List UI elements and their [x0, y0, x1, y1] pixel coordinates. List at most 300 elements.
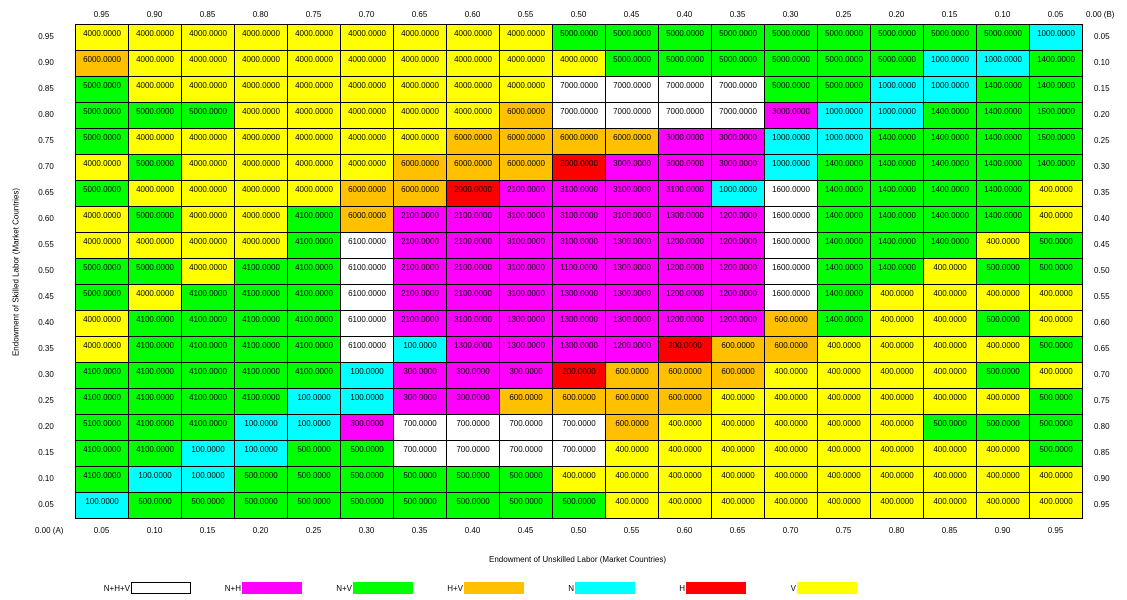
- heatmap-cell: 3100.0000: [552, 180, 606, 207]
- heatmap-cell: 7000.0000: [552, 102, 606, 129]
- y-tick-left: 0.45: [38, 292, 54, 301]
- heatmap-cell: 5000.0000: [658, 24, 712, 51]
- heatmap-cell: 4100.0000: [234, 258, 288, 285]
- x-tick-top: 0.40: [676, 10, 693, 19]
- heatmap-cell: 4000.0000: [552, 50, 606, 77]
- heatmap-cell: 500.0000: [287, 492, 341, 519]
- heatmap-cell: 1400.0000: [817, 310, 871, 337]
- x-tick-bottom: 0.60: [676, 526, 693, 535]
- heatmap-cell: 1400.0000: [870, 258, 924, 285]
- y-tick-right: 0.45: [1094, 240, 1110, 249]
- y-tick-left: 0.35: [38, 344, 54, 353]
- heatmap-cell: 3100.0000: [552, 206, 606, 233]
- heatmap-cell: 400.0000: [1029, 466, 1083, 493]
- x-tick-top: 0.65: [411, 10, 428, 19]
- heatmap-cell: 4000.0000: [234, 232, 288, 259]
- heatmap-cell: 400.0000: [870, 336, 924, 363]
- heatmap-cell: 500.0000: [499, 466, 553, 493]
- heatmap-cell: 3000.0000: [658, 154, 712, 181]
- y-tick-right: 0.95: [1094, 500, 1110, 509]
- heatmap-cell: 1200.0000: [658, 310, 712, 337]
- x-tick-top: 0.50: [570, 10, 587, 19]
- legend-label: N+H+V: [103, 584, 130, 593]
- heatmap-cell: 500.0000: [499, 492, 553, 519]
- y-tick-left: 0.30: [38, 370, 54, 379]
- heatmap-cell: 1400.0000: [1029, 154, 1083, 181]
- heatmap-cell: 2100.0000: [446, 232, 500, 259]
- heatmap-cell: 1600.0000: [764, 180, 818, 207]
- heatmap-cell: 5000.0000: [605, 50, 659, 77]
- heatmap-cell: 6100.0000: [340, 336, 394, 363]
- heatmap-cell: 600.0000: [711, 336, 765, 363]
- heatmap-cell: 4000.0000: [128, 76, 182, 103]
- heatmap-cell: 4100.0000: [181, 310, 235, 337]
- heatmap-cell: 5100.0000: [75, 414, 129, 441]
- heatmap-cell: 4000.0000: [234, 102, 288, 129]
- heatmap-cell: 500.0000: [976, 414, 1030, 441]
- heatmap-cell: 4000.0000: [234, 154, 288, 181]
- heatmap-cell: 500.0000: [446, 492, 500, 519]
- heatmap-cell: 400.0000: [658, 466, 712, 493]
- x-tick-bottom: 0.45: [517, 526, 534, 535]
- x-tick-top: 0.95: [93, 10, 110, 19]
- heatmap-cell: 4000.0000: [75, 24, 129, 51]
- heatmap-cell: 4100.0000: [287, 258, 341, 285]
- heatmap-cell: 5000.0000: [128, 206, 182, 233]
- heatmap-cell: 1400.0000: [923, 180, 977, 207]
- heatmap-cell: 6000.0000: [499, 128, 553, 155]
- heatmap-cell: 2100.0000: [393, 284, 447, 311]
- x-tick-top: 0.55: [517, 10, 534, 19]
- heatmap-cell: 7000.0000: [605, 76, 659, 103]
- x-tick-top: 0.30: [782, 10, 799, 19]
- heatmap-cell: 1600.0000: [764, 232, 818, 259]
- heatmap-cell: 100.0000: [234, 440, 288, 467]
- heatmap-cell: 1400.0000: [1029, 76, 1083, 103]
- y-tick-left: 0.40: [38, 318, 54, 327]
- heatmap-cell: 400.0000: [764, 466, 818, 493]
- heatmap-cell: 4000.0000: [181, 76, 235, 103]
- heatmap-cell: 4000.0000: [75, 206, 129, 233]
- x-tick-top: 0.70: [358, 10, 375, 19]
- heatmap-cell: 1400.0000: [817, 284, 871, 311]
- heatmap-cell: 400.0000: [923, 336, 977, 363]
- heatmap-cell: 1300.0000: [658, 206, 712, 233]
- heatmap-cell: 4000.0000: [181, 232, 235, 259]
- x-tick-top: 0.35: [729, 10, 746, 19]
- heatmap-cell: 4000.0000: [128, 284, 182, 311]
- heatmap-cell: 100.0000: [287, 414, 341, 441]
- heatmap-cell: 4100.0000: [181, 414, 235, 441]
- heatmap-cell: 4100.0000: [287, 206, 341, 233]
- heatmap-cell: 7000.0000: [711, 102, 765, 129]
- x-axis-title: Endowment of Unskilled Labor (Market Countries): [489, 555, 666, 564]
- legend-label: N: [568, 584, 574, 593]
- heatmap-cell: 1000.0000: [976, 50, 1030, 77]
- heatmap-cell: 700.0000: [446, 414, 500, 441]
- heatmap-cell: 5000.0000: [764, 24, 818, 51]
- heatmap-cell: 100.0000: [340, 362, 394, 389]
- heatmap-cell: 4000.0000: [128, 24, 182, 51]
- heatmap-cell: 500.0000: [340, 466, 394, 493]
- heatmap-cell: 300.0000: [446, 362, 500, 389]
- heatmap-cell: 1000.0000: [764, 154, 818, 181]
- heatmap-cell: 3100.0000: [658, 180, 712, 207]
- heatmap-cell: 6100.0000: [340, 258, 394, 285]
- heatmap-cell: 500.0000: [340, 440, 394, 467]
- y-tick-right: 0.30: [1094, 162, 1110, 171]
- heatmap-cell: 400.0000: [923, 492, 977, 519]
- y-tick-left: 0.25: [38, 396, 54, 405]
- heatmap-cell: 1400.0000: [923, 128, 977, 155]
- heatmap-cell: 3100.0000: [499, 258, 553, 285]
- heatmap-cell: 4000.0000: [340, 128, 394, 155]
- heatmap-cell: 1000.0000: [923, 76, 977, 103]
- heatmap-cell: 500.0000: [128, 492, 182, 519]
- y-tick-right: 0.65: [1094, 344, 1110, 353]
- heatmap-cell: 1000.0000: [870, 76, 924, 103]
- x-tick-bottom: 0.20: [252, 526, 269, 535]
- heatmap-cell: 4000.0000: [128, 180, 182, 207]
- heatmap-cell: 600.0000: [711, 362, 765, 389]
- heatmap-cell: 4100.0000: [234, 310, 288, 337]
- heatmap-cell: 1400.0000: [923, 102, 977, 129]
- x-tick-top: 0.15: [941, 10, 958, 19]
- heatmap-cell: 4000.0000: [499, 24, 553, 51]
- heatmap-cell: 1200.0000: [711, 206, 765, 233]
- heatmap-cell: 4000.0000: [234, 24, 288, 51]
- heatmap-cell: 4100.0000: [128, 440, 182, 467]
- heatmap-cell: 1500.0000: [1029, 128, 1083, 155]
- heatmap-cell: 300.0000: [393, 362, 447, 389]
- heatmap-cell: 500.0000: [393, 492, 447, 519]
- y-tick-right: 0.25: [1094, 136, 1110, 145]
- heatmap-cell: 4000.0000: [446, 50, 500, 77]
- heatmap-cell: 3000.0000: [658, 128, 712, 155]
- heatmap-cell: 400.0000: [1029, 206, 1083, 233]
- heatmap-cell: 700.0000: [552, 414, 606, 441]
- heatmap-cell: 4000.0000: [234, 76, 288, 103]
- x-tick-bottom: 0.25: [305, 526, 322, 535]
- heatmap-cell: 300.0000: [393, 388, 447, 415]
- legend-label: V: [790, 584, 796, 593]
- heatmap-cell: 4000.0000: [393, 102, 447, 129]
- heatmap-cell: 4000.0000: [181, 180, 235, 207]
- heatmap-cell: 600.0000: [605, 362, 659, 389]
- legend-label: N+V: [336, 584, 352, 593]
- heatmap-cell: 100.0000: [75, 492, 129, 519]
- heatmap-cell: 1000.0000: [711, 180, 765, 207]
- heatmap-cell: 1200.0000: [711, 258, 765, 285]
- heatmap-cell: 600.0000: [658, 388, 712, 415]
- heatmap-cell: 6000.0000: [499, 102, 553, 129]
- heatmap-cell: 3100.0000: [499, 206, 553, 233]
- heatmap-cell: 5000.0000: [75, 258, 129, 285]
- heatmap-cell: 6000.0000: [393, 154, 447, 181]
- heatmap-cell: 400.0000: [870, 388, 924, 415]
- heatmap-cell: 400.0000: [1029, 284, 1083, 311]
- heatmap-cell: 4000.0000: [181, 50, 235, 77]
- y-tick-right: 0.80: [1094, 422, 1110, 431]
- heatmap-cell: 400.0000: [976, 466, 1030, 493]
- heatmap-cell: 4100.0000: [181, 284, 235, 311]
- heatmap-cell: 1400.0000: [976, 180, 1030, 207]
- heatmap-cell: 1400.0000: [923, 232, 977, 259]
- heatmap-cell: 600.0000: [605, 388, 659, 415]
- heatmap-cell: 2100.0000: [393, 310, 447, 337]
- y-tick-right: 0.50: [1094, 266, 1110, 275]
- y-tick-left: 0.75: [38, 136, 54, 145]
- heatmap-cell: 5000.0000: [75, 128, 129, 155]
- heatmap-cell: 400.0000: [870, 414, 924, 441]
- heatmap-cell: 4000.0000: [393, 128, 447, 155]
- heatmap-cell: 1000.0000: [1029, 24, 1083, 51]
- heatmap-cell: 2100.0000: [446, 284, 500, 311]
- heatmap-cell: 4000.0000: [287, 180, 341, 207]
- heatmap-cell: 4000.0000: [340, 102, 394, 129]
- heatmap-cell: 300.0000: [499, 362, 553, 389]
- heatmap-cell: 400.0000: [817, 388, 871, 415]
- heatmap-cell: 100.0000: [234, 414, 288, 441]
- heatmap-cell: 1400.0000: [817, 180, 871, 207]
- heatmap-cell: 500.0000: [1029, 258, 1083, 285]
- heatmap-cell: 1600.0000: [764, 284, 818, 311]
- y-tick-right: 0.35: [1094, 188, 1110, 197]
- legend-label: H: [679, 584, 685, 593]
- heatmap-cell: 1200.0000: [658, 232, 712, 259]
- heatmap-cell: 400.0000: [605, 466, 659, 493]
- heatmap-cell: 4000.0000: [499, 50, 553, 77]
- heatmap-cell: 1400.0000: [870, 180, 924, 207]
- heatmap-cell: 100.0000: [393, 336, 447, 363]
- heatmap-cell: 500.0000: [234, 466, 288, 493]
- heatmap-cell: 4000.0000: [446, 24, 500, 51]
- legend-label: H+V: [447, 584, 463, 593]
- heatmap-cell: 4100.0000: [75, 466, 129, 493]
- heatmap-cell: 1300.0000: [605, 284, 659, 311]
- y-tick-left: 0.90: [38, 58, 54, 67]
- heatmap-cell: 5000.0000: [552, 24, 606, 51]
- heatmap-cell: 300.0000: [340, 414, 394, 441]
- heatmap-cell: 5000.0000: [817, 24, 871, 51]
- y-tick-left: 0.70: [38, 162, 54, 171]
- heatmap-cell: 4000.0000: [128, 128, 182, 155]
- heatmap-cell: 6100.0000: [340, 310, 394, 337]
- heatmap-cell: 4000.0000: [393, 50, 447, 77]
- x-tick-bottom: 0.40: [464, 526, 481, 535]
- heatmap-cell: 4100.0000: [287, 232, 341, 259]
- heatmap-cell: 600.0000: [499, 388, 553, 415]
- y-tick-right: 0.70: [1094, 370, 1110, 379]
- heatmap-cell: 500.0000: [1029, 414, 1083, 441]
- heatmap-cell: 3100.0000: [446, 310, 500, 337]
- x-tick-bottom: 0.55: [623, 526, 640, 535]
- x-tick-top: 0.80: [252, 10, 269, 19]
- heatmap-cell: 1400.0000: [817, 232, 871, 259]
- heatmap-cell: 400.0000: [1029, 310, 1083, 337]
- heatmap-cell: 1400.0000: [870, 128, 924, 155]
- heatmap-cell: 3100.0000: [499, 284, 553, 311]
- y-tick-right: 0.90: [1094, 474, 1110, 483]
- heatmap-cell: 6000.0000: [499, 154, 553, 181]
- heatmap-cell: 5000.0000: [870, 24, 924, 51]
- heatmap-cell: 4000.0000: [287, 128, 341, 155]
- heatmap-cell: 1000.0000: [817, 128, 871, 155]
- heatmap-cell: 1400.0000: [817, 258, 871, 285]
- heatmap-cell: 5000.0000: [128, 102, 182, 129]
- x-tick-top: 0.75: [305, 10, 322, 19]
- heatmap-cell: 1600.0000: [764, 206, 818, 233]
- heatmap-cell: 4000.0000: [181, 206, 235, 233]
- heatmap-cell: 5000.0000: [75, 102, 129, 129]
- heatmap-cell: 400.0000: [817, 440, 871, 467]
- heatmap-cell: 7000.0000: [605, 102, 659, 129]
- heatmap-cell: 500.0000: [552, 492, 606, 519]
- heatmap-cell: 4100.0000: [287, 310, 341, 337]
- heatmap-cell: 100.0000: [181, 440, 235, 467]
- heatmap-cell: 1400.0000: [976, 154, 1030, 181]
- y-tick-left: 0.50: [38, 266, 54, 275]
- heatmap-cell: 1400.0000: [976, 206, 1030, 233]
- y-tick-right: 0.75: [1094, 396, 1110, 405]
- heatmap-cell: 4000.0000: [499, 76, 553, 103]
- heatmap-cell: 500.0000: [340, 492, 394, 519]
- heatmap-cell: 5000.0000: [923, 24, 977, 51]
- heatmap-cell: 500.0000: [923, 414, 977, 441]
- heatmap-cell: 1300.0000: [446, 336, 500, 363]
- heatmap-cell: 6000.0000: [446, 128, 500, 155]
- heatmap-cell: 1200.0000: [605, 336, 659, 363]
- y-tick-left: 0.95: [38, 32, 54, 41]
- heatmap-cell: 3000.0000: [764, 102, 818, 129]
- heatmap-cell: 1300.0000: [499, 310, 553, 337]
- x-tick-bottom: 0.15: [199, 526, 216, 535]
- heatmap-cell: 2100.0000: [393, 206, 447, 233]
- y-tick-left: 0.65: [38, 188, 54, 197]
- heatmap-cell: 400.0000: [923, 362, 977, 389]
- heatmap-cell: 4000.0000: [234, 180, 288, 207]
- heatmap-cell: 400.0000: [817, 414, 871, 441]
- heatmap-cell: 1300.0000: [552, 336, 606, 363]
- heatmap-cell: 4100.0000: [181, 388, 235, 415]
- heatmap-cell: 2100.0000: [393, 232, 447, 259]
- heatmap-cell: 4100.0000: [234, 284, 288, 311]
- heatmap-cell: 4000.0000: [287, 50, 341, 77]
- heatmap-cell: 4000.0000: [446, 102, 500, 129]
- heatmap-cell: 5000.0000: [764, 76, 818, 103]
- heatmap-cell: 4100.0000: [234, 388, 288, 415]
- heatmap-cell: 4000.0000: [393, 24, 447, 51]
- heatmap-cell: 400.0000: [870, 492, 924, 519]
- heatmap-cell: 7000.0000: [658, 76, 712, 103]
- heatmap-cell: 400.0000: [1029, 180, 1083, 207]
- heatmap-cell: 400.0000: [764, 492, 818, 519]
- heatmap-cell: 5000.0000: [75, 284, 129, 311]
- heatmap-cell: 400.0000: [976, 388, 1030, 415]
- heatmap-cell: 400.0000: [817, 492, 871, 519]
- heatmap-cell: 4100.0000: [128, 362, 182, 389]
- heatmap-cell: 4100.0000: [287, 336, 341, 363]
- y-tick-left: 0.60: [38, 214, 54, 223]
- y-tick-left: 0.10: [38, 474, 54, 483]
- heatmap-cell: 400.0000: [552, 466, 606, 493]
- heatmap-cell: 6000.0000: [340, 206, 394, 233]
- heatmap-cell: 400.0000: [711, 388, 765, 415]
- y-tick-right: 0.40: [1094, 214, 1110, 223]
- heatmap-cell: 4100.0000: [287, 362, 341, 389]
- x-tick-top: 0.45: [623, 10, 640, 19]
- heatmap-cell: 4000.0000: [234, 206, 288, 233]
- x-tick-bottom: 0.30: [358, 526, 375, 535]
- heatmap-cell: 1400.0000: [817, 206, 871, 233]
- heatmap-cell: 1000.0000: [870, 102, 924, 129]
- heatmap-cell: 5000.0000: [764, 50, 818, 77]
- heatmap-cell: 500.0000: [393, 466, 447, 493]
- y-tick-right: 0.15: [1094, 84, 1110, 93]
- heatmap-cell: 4100.0000: [234, 336, 288, 363]
- legend-label: N+H: [224, 584, 241, 593]
- x-tick-bottom: 0.90: [994, 526, 1011, 535]
- x-tick-bottom: 0.95: [1047, 526, 1064, 535]
- heatmap-cell: 1400.0000: [817, 154, 871, 181]
- heatmap-cell: 1200.0000: [711, 310, 765, 337]
- heatmap-cell: 400.0000: [658, 492, 712, 519]
- heatmap-cell: 400.0000: [976, 492, 1030, 519]
- y-tick-right: 0.55: [1094, 292, 1110, 301]
- heatmap-cell: 500.0000: [1029, 440, 1083, 467]
- heatmap-cell: 2100.0000: [499, 180, 553, 207]
- x-tick-bottom: 0.05: [93, 526, 110, 535]
- x-tick-bottom: 0.65: [729, 526, 746, 535]
- heatmap-cell: 400.0000: [923, 284, 977, 311]
- heatmap-cell: 6000.0000: [446, 154, 500, 181]
- heatmap-cell: 500.0000: [976, 310, 1030, 337]
- heatmap-cell: 1300.0000: [552, 310, 606, 337]
- heatmap-cell: 4100.0000: [75, 388, 129, 415]
- heatmap-cell: 2100.0000: [393, 258, 447, 285]
- heatmap-cell: 700.0000: [393, 414, 447, 441]
- heatmap-cell: 1200.0000: [711, 284, 765, 311]
- x-tick-bottom: 0.50: [570, 526, 587, 535]
- heatmap-cell: 400.0000: [764, 388, 818, 415]
- heatmap-cell: 500.0000: [1029, 336, 1083, 363]
- heatmap-cell: 1400.0000: [1029, 50, 1083, 77]
- x-tick-top: 0.10: [994, 10, 1011, 19]
- heatmap-cell: 4000.0000: [128, 50, 182, 77]
- heatmap-cell: 4000.0000: [287, 154, 341, 181]
- heatmap-cell: 4000.0000: [340, 154, 394, 181]
- heatmap-cell: 4000.0000: [340, 24, 394, 51]
- heatmap-cell: 4000.0000: [393, 76, 447, 103]
- heatmap-cell: 4100.0000: [128, 414, 182, 441]
- y-tick-right: 0.60: [1094, 318, 1110, 327]
- y-tick-left: 0.80: [38, 110, 54, 119]
- heatmap-cell: 400.0000: [976, 336, 1030, 363]
- y-tick-right: 0.10: [1094, 58, 1110, 67]
- heatmap-cell: 4000.0000: [75, 232, 129, 259]
- heatmap-cell: 4000.0000: [128, 232, 182, 259]
- heatmap-cell: 6000.0000: [75, 50, 129, 77]
- heatmap-cell: 500.0000: [181, 492, 235, 519]
- heatmap-cell: 1000.0000: [817, 102, 871, 129]
- heatmap-cell: 400.0000: [817, 336, 871, 363]
- y-tick-right: 0.20: [1094, 110, 1110, 119]
- x-tick-top: 0.05: [1047, 10, 1064, 19]
- x-tick-bottom: 0.70: [782, 526, 799, 535]
- heatmap-cell: 3100.0000: [552, 232, 606, 259]
- heatmap-cell: 400.0000: [711, 414, 765, 441]
- heatmap-cell: 4100.0000: [128, 336, 182, 363]
